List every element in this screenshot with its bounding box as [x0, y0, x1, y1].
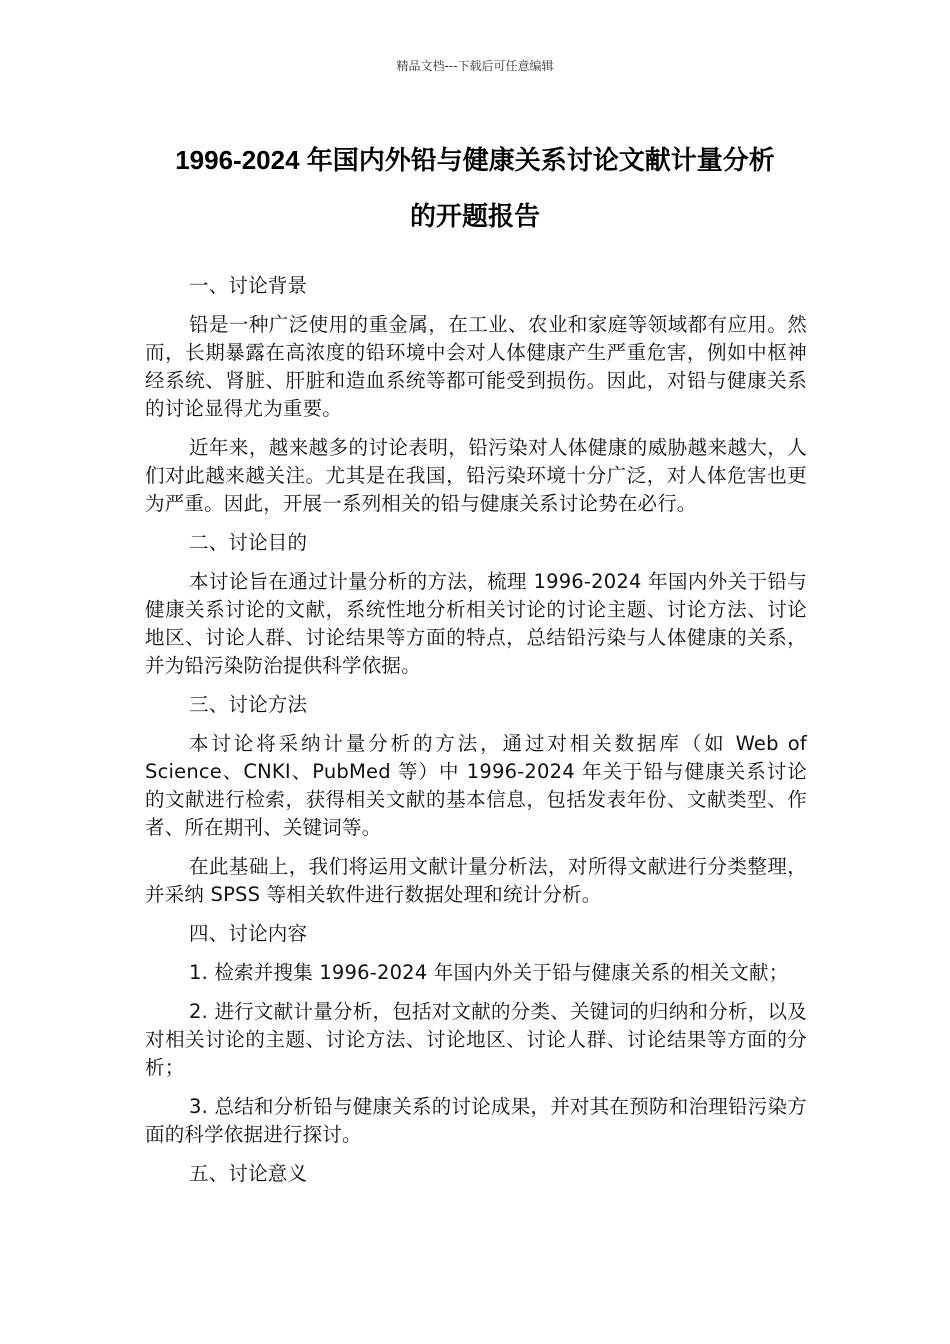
page-header: 精品文档---下载后可任意编辑 — [396, 59, 554, 73]
paragraph-content-item-2: 2. 进行文献计量分析，包括对文献的分类、关键词的归纳和分析，以及对相关讨论的主题、讨论方法、讨论地区、讨论人群、讨论结果等方面的分析； — [145, 1000, 807, 1079]
paragraph-method-1: 本讨论将采纳计量分析的方法，通过对相关数据库（如 Web of Science、CNKI、PubMed 等）中 1996-2024 年关于铅与健康关系讨论的文献进行检索，获得相关文献的基本信息，包括发表年份、文献类型、作者、所在期刊、关键词等。 — [145, 732, 807, 839]
document-body — [145, 272, 807, 1199]
paragraph-background-1: 铅是一种广泛使用的重金属，在工业、农业和家庭等领域都有应用。然而，长期暴露在高浓度的铅环境中会对人体健康产生严重危害，例如中枢神经系统、肾脏、肝脏和造血系统等都可能受到损伤。因此，对铅与健康关系的讨论显得尤为重要。 — [145, 313, 807, 420]
paragraph-purpose-1: 本讨论旨在通过计量分析的方法，梳理 1996-2024 年国内外关于铅与健康关系讨论的文献，系统性地分析相关讨论的讨论主题、讨论方法、讨论地区、讨论人群、讨论结果等方面的特点，总结铅污染与人体健康的关系，并为铅污染防治提供科学依据。 — [145, 570, 807, 677]
paragraph-background-2: 近年来，越来越多的讨论表明，铅污染对人体健康的威胁越来越大，人们对此越来越关注。尤其是在我国，铅污染环境十分广泛，对人体危害也更为严重。因此，开展一系列相关的铅与健康关系讨论势在必行。 — [145, 436, 807, 515]
section-heading-content: 四、讨论内容 — [189, 922, 308, 945]
title-line-1: 1996-2024 年国内外铅与健康关系讨论文献计量分析 — [175, 145, 775, 175]
section-heading-significance: 五、讨论意义 — [189, 1162, 308, 1185]
section-heading-purpose: 二、讨论目的 — [189, 531, 308, 554]
section-heading-background: 一、讨论背景 — [189, 274, 308, 297]
paragraph-content-item-3: 3. 总结和分析铅与健康关系的讨论成果，并对其在预防和治理铅污染方面的科学依据进行探讨。 — [145, 1095, 807, 1146]
paragraph-content-item-1: 1. 检索并搜集 1996-2024 年国内外关于铅与健康关系的相关文献； — [189, 961, 789, 984]
section-heading-method: 三、讨论方法 — [189, 693, 308, 716]
paragraph-method-2: 在此基础上，我们将运用文献计量分析法，对所得文献进行分类整理，并采纳 SPSS 等相关软件进行数据处理和统计分析。 — [145, 855, 807, 906]
title-line-2: 的开题报告 — [409, 201, 540, 231]
document-title — [100, 132, 850, 244]
